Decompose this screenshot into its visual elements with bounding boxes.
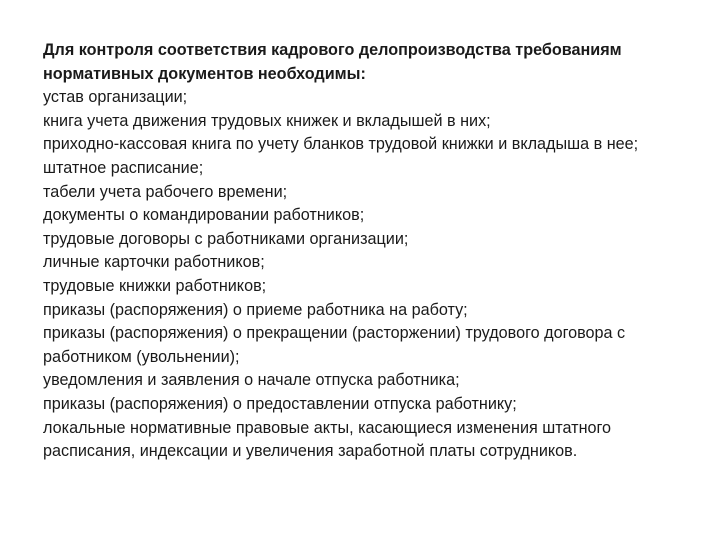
list-item: приказы (распоряжения) о прекращении (расторжении) трудового договора с работником (увольнении); bbox=[43, 324, 626, 366]
list-item: приказы (распоряжения) о приеме работника на работу; bbox=[43, 300, 468, 319]
list-item: книга учета движения трудовых книжек и вкладышей в них; bbox=[43, 111, 491, 130]
list-item: приходно-кассовая книга по учету бланков трудовой книжки и вкладыша в нее; bbox=[43, 135, 639, 154]
list-item: табели учета рабочего времени; bbox=[43, 182, 288, 201]
list-item: устав организации; bbox=[43, 88, 188, 107]
list-item: уведомления и заявления о начале отпуска работника; bbox=[43, 371, 460, 390]
list-item: трудовые договоры с работниками организации; bbox=[43, 229, 409, 248]
list-item: локальные нормативные правовые акты, касающиеся изменения штатного расписания, индексации и увеличения заработной платы сотрудников. bbox=[43, 418, 612, 461]
heading: Для контроля соответствия кадрового делопроизводства требованиям нормативных документов необходимы: bbox=[43, 41, 622, 83]
list-item: трудовые книжки работников; bbox=[43, 276, 267, 295]
list-item: личные карточки работников; bbox=[43, 253, 265, 272]
list-item: приказы (распоряжения) о предоставлении отпуска работнику; bbox=[43, 394, 517, 413]
list-item: документы о командировании работников; bbox=[43, 206, 365, 225]
document-body bbox=[43, 39, 683, 464]
list-item: штатное расписание; bbox=[43, 158, 204, 177]
